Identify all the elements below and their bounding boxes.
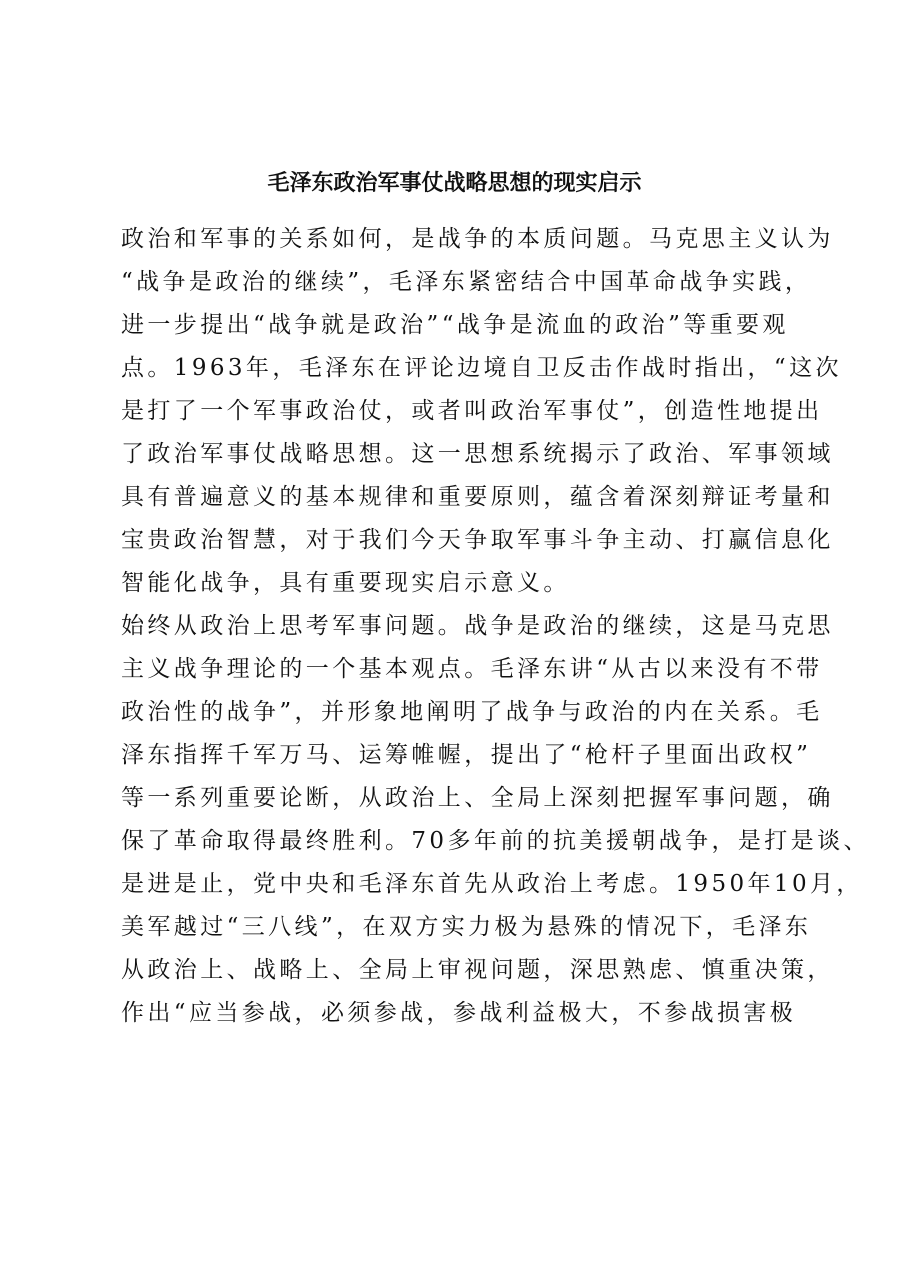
text-line: 具有普遍意义的基本规律和重要原则，蕴含着深刻辩证考量和: [121, 484, 834, 510]
text-line: 政治和军事的关系如何，是战争的本质问题。马克思主义认为: [121, 226, 834, 252]
text-line: 从政治上、战略上、全局上审视问题，深思熟虑、慎重决策，: [121, 957, 834, 983]
text-line: “战争是政治的继续”，毛泽东紧密结合中国革命战争实践，: [121, 269, 812, 295]
text-line: 了政治军事仗战略思想。这一思想系统揭示了政治、军事领域: [121, 441, 834, 467]
text-line: 进一步提出“战争就是政治”“战争是流血的政治”等重要观: [121, 312, 789, 338]
text-line: 始终从政治上思考军事问题。战争是政治的继续，这是马克思: [121, 613, 834, 639]
text-line: 是进是止，党中央和毛泽东首先从政治上考虑。1950年10月，: [121, 871, 863, 897]
text-line: 作出“应当参战，必须参战，参战利益极大，不参战损害极: [121, 1000, 797, 1026]
text-line: 等一系列重要论断，从政治上、全局上深刻把握军事问题，确: [121, 785, 834, 811]
text-line: 美军越过“三八线”，在双方实力极为悬殊的情况下，毛泽东: [121, 914, 812, 940]
text-line: 主义战争理论的一个基本观点。毛泽东讲“从古以来没有不带: [121, 656, 823, 682]
text-line: 是打了一个军事政治仗，或者叫政治军事仗”，创造性地提出: [121, 398, 823, 424]
text-line: 智能化战争，具有重要现实启示意义。: [121, 570, 570, 596]
document-title: 毛泽东政治军事仗战略思想的现实启示: [267, 170, 642, 196]
text-line: 点。1963年，毛泽东在评论边境自卫反击作战时指出，“这次: [121, 355, 842, 381]
text-line: 泽东指挥千军万马、运筹帷幄，提出了“枪杆子里面出政权”: [121, 742, 812, 768]
text-line: 宝贵政治智慧，对于我们今天争取军事斗争主动、打赢信息化: [121, 527, 834, 553]
text-line: 政治性的战争”，并形象地阐明了战争与政治的内在关系。毛: [121, 699, 823, 725]
text-line: 保了革命取得最终胜利。70多年前的抗美援朝战争，是打是谈、: [121, 828, 870, 854]
